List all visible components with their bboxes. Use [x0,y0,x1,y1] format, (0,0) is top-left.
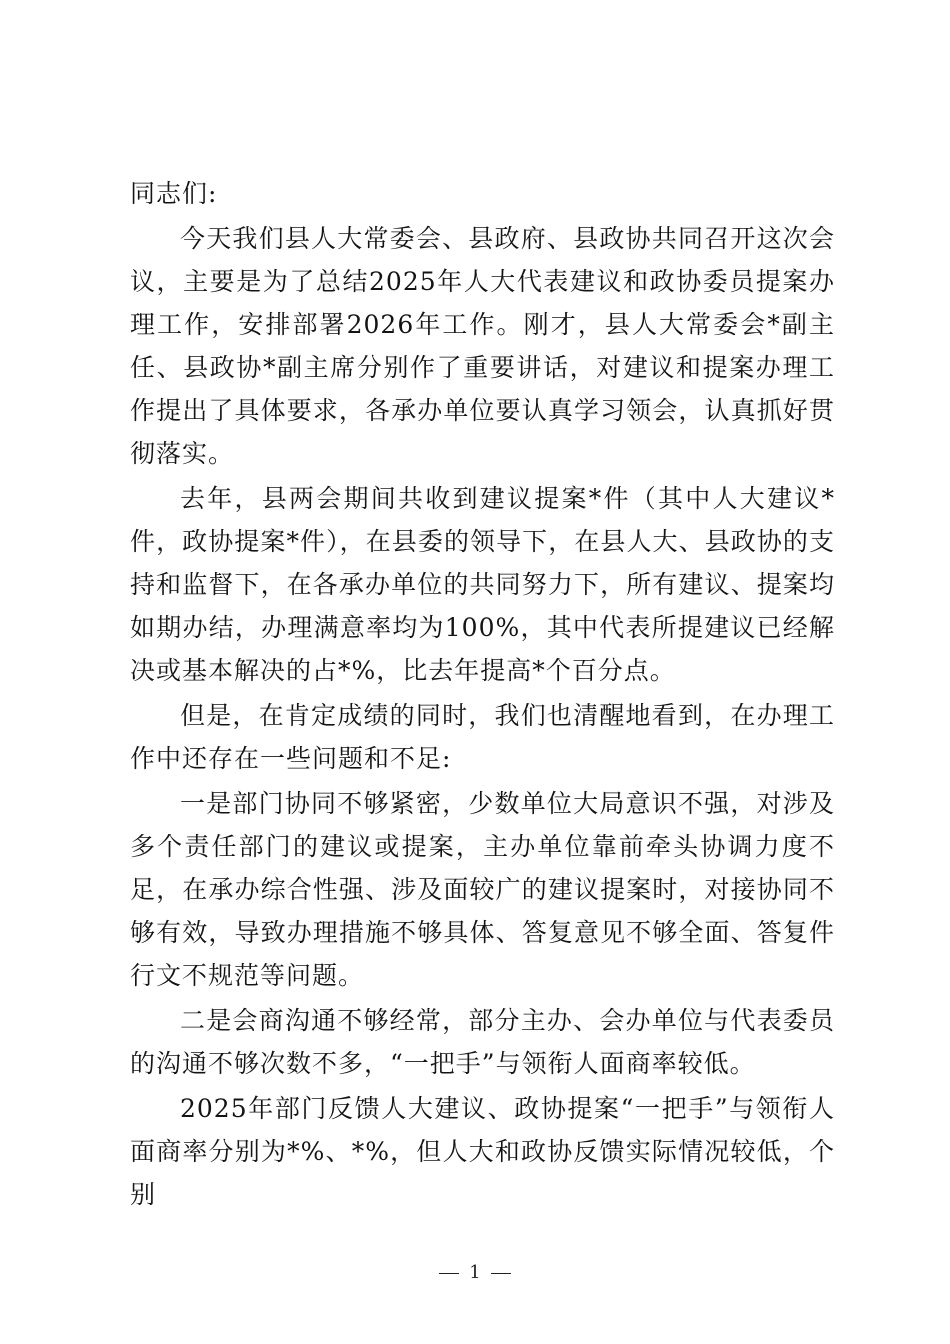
salutation: 同志们: [130,179,218,208]
page-footer [0,1262,950,1283]
paragraph-statistics: 2025年部门反馈人大建议、政协提案“一把手”与领衔人面商率分别为*%、*%，但人大和政协反馈实际情况较低，个别 [130,1094,835,1209]
paragraph-problems-intro: 但是，在肯定成绩的同时，我们也清醒地看到，在办理工作中还存在一些问题和不足: [130,701,835,773]
paragraph-summary: 去年，县两会期间共收到建议提案*件（其中人大建议*件，政协提案*件），在县委的领导下，在县人大、县政协的支持和监督下，在各承办单位的共同努力下，所有建议、提案均如期办结，办理满意率均为100%，其中代表所提建议已经解决或基本解决的占*%，比去年提高*个百分点。 [130,484,835,685]
paragraph-problem-one: 一是部门协同不够紧密，少数单位大局意识不强，对涉及多个责任部门的建议或提案，主办单位靠前牵头协调力度不足，在承办综合性强、涉及面较广的建议提案时，对接协同不够有效，导致办理措施不够具体、答复意见不够全面、答复件行文不规范等问题。 [130,789,835,990]
footer-dash-right [491,1273,511,1274]
paragraph-opening: 今天我们县人大常委会、县政府、县政协共同召开这次会议，主要是为了总结2025年人大代表建议和政协委员提案办理工作，安排部署2026年工作。刚才，县人大常委会*副主任、县政协*副主席分别作了重要讲话，对建议和提案办理工作提出了具体要求，各承办单位要认真学习领会，认真抓好贯彻落实。 [130,224,835,468]
document-body [130,172,835,1216]
paragraph-problem-two: 二是会商沟通不够经常，部分主办、会办单位与代表委员的沟通不够次数不多，“一把手”与领衔人面商率较低。 [130,1006,835,1078]
footer-dash-left [439,1273,459,1274]
page-number: 1 [469,1262,481,1283]
